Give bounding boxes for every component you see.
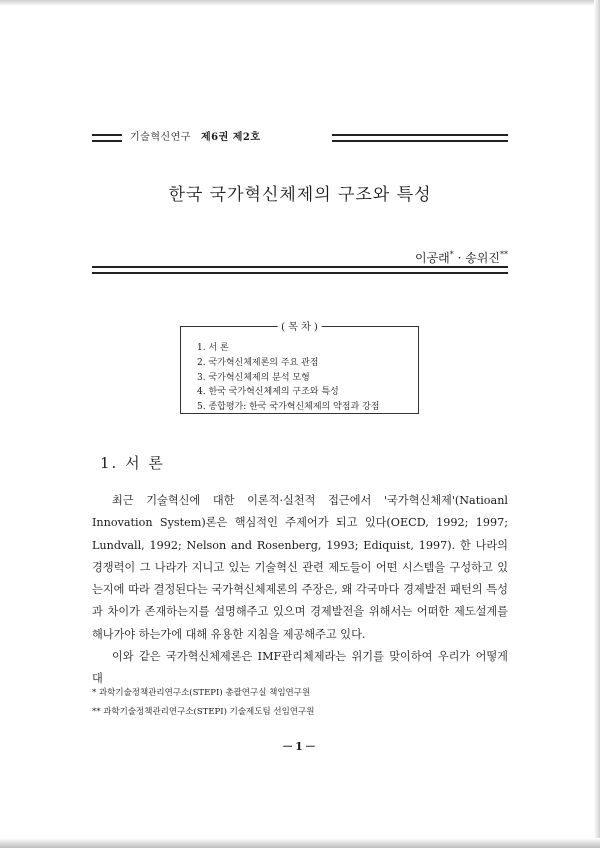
journal-name: 기술혁신연구	[130, 132, 191, 143]
body-paragraph-2: 이와 같은 국가혁신체제론은 IMF관리체제라는 위기를 맞이하여 우리가 어떻게 대	[92, 650, 508, 686]
author-2: · 송위진	[453, 251, 500, 265]
journal-header	[92, 128, 508, 144]
header-rule-left	[92, 134, 122, 142]
paper-title: 한국 국가혁신체제의 구조와 특성	[168, 185, 432, 205]
page-edge-right	[594, 0, 600, 848]
author-1: 이공래	[414, 251, 450, 265]
journal-header-text	[130, 128, 261, 143]
author-2-mark: **	[500, 250, 508, 259]
section-heading: 1. 서 론	[100, 454, 165, 472]
toc-item: 4. 한국 국가혁신체제의 구조와 특성	[197, 387, 339, 398]
toc-item: 2. 국가혁신체제론의 주요 관점	[197, 357, 319, 368]
footnote-2: ** 과학기술정책관리연구소(STEPI) 기술제도팀 선임연구원	[92, 707, 315, 717]
author-line	[415, 249, 508, 266]
title-divider	[92, 266, 508, 274]
page-edge-top	[0, 0, 600, 6]
toc-list	[197, 341, 379, 415]
footnotes	[92, 684, 314, 722]
toc-item: 5. 종합평가: 한국 국가혁신체제의 약점과 강점	[197, 402, 380, 413]
table-of-contents	[180, 322, 419, 414]
journal-issue: 제6권 제2호	[200, 132, 261, 143]
toc-heading: ( 목 차 )	[277, 318, 322, 333]
author-1-mark: *	[449, 250, 454, 259]
page-number: －1－	[282, 740, 318, 753]
header-rule-right	[332, 134, 508, 142]
toc-item: 1. 서 론	[197, 343, 229, 353]
body-paragraph-1: 최근 기술혁신에 대한 이론적·실천적 접근에서 '국가혁신체제'(Natioanl Innovation System)론은 핵심적인 주제어가 되고 있다(OECD, 1992; 1997; Lundvall, 1992; Nelson and Rosenberg, 1993; Ediquist, 1997). 한 나라의 경쟁력이 그 나라가 지니고 있는 기술혁신 관련 제도들이 어떤 시스템을 구성하고 있는지에 따라 결정된다는 국가혁신체제론의 주장은, 왜 각국마다 경제발전 패턴의 특성과 차이가 존재하는지를 설명해주고 있으며 경제발전을 위해서는 어떠한 제도설계를 해나가야 하는가에 대해 유용한 지침을 제공해주고 있다.	[92, 494, 508, 641]
toc-item: 3. 국가혁신체제의 분석 모형	[197, 372, 310, 383]
page-edge-bottom	[0, 838, 600, 848]
footnote-1: * 과학기술정책관리연구소(STEPI) 총괄연구실 책임연구원	[92, 688, 311, 698]
